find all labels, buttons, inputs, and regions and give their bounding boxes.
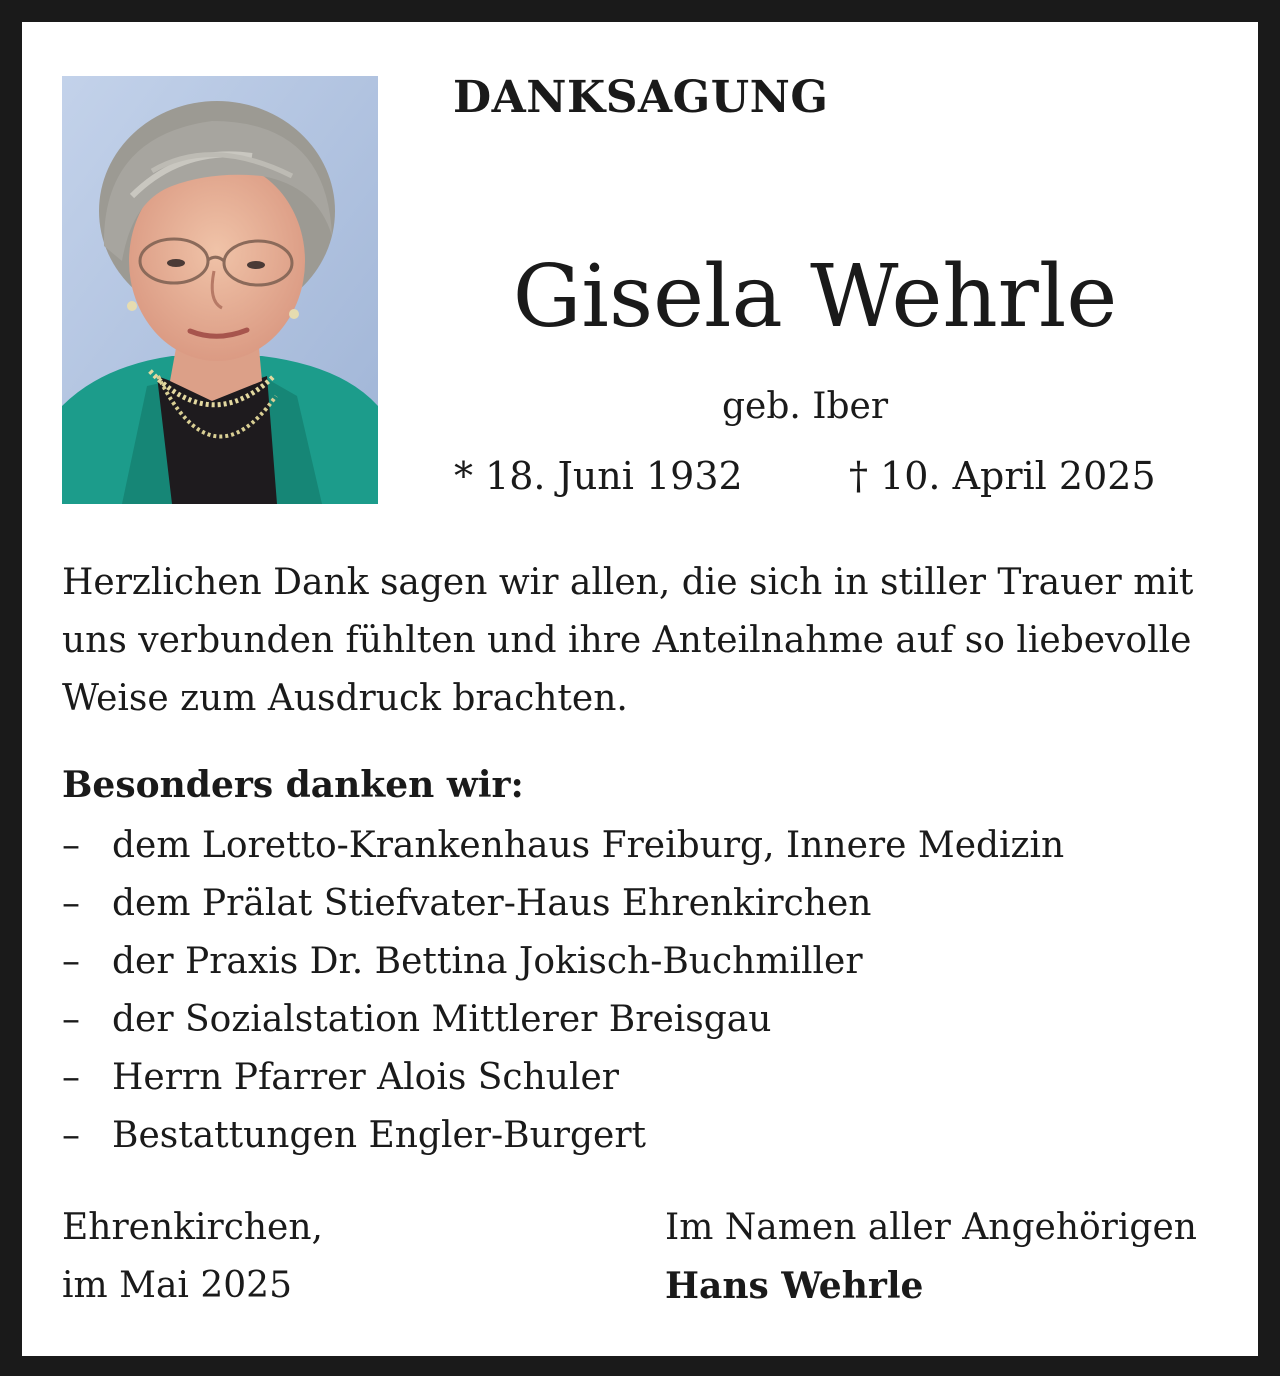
- on-behalf-line: Im Namen aller Angehörigen: [665, 1207, 1197, 1248]
- special-thanks-list: [62, 817, 1064, 1165]
- thanks-paragraph: [62, 554, 1232, 728]
- list-item: [62, 1049, 1064, 1107]
- portrait-photo: [62, 76, 378, 504]
- birth-name: geb. Iber: [721, 386, 889, 427]
- list-dash: –: [62, 999, 80, 1040]
- date: im Mai 2025: [62, 1265, 292, 1306]
- signature-block: [665, 1199, 1197, 1315]
- list-dash: –: [62, 1057, 80, 1098]
- list-dash: –: [62, 883, 80, 924]
- list-item: [62, 817, 1064, 875]
- birth-date: * 18. Juni 1932: [454, 454, 743, 498]
- list-item-text: dem Loretto-Krankenhaus Freiburg, Innere Medizin: [112, 825, 1065, 866]
- special-thanks-title: Besonders danken wir:: [62, 764, 524, 806]
- list-item-text: der Praxis Dr. Bettina Jokisch-Buchmiller: [112, 941, 863, 982]
- list-item-text: der Sozialstation Mittlerer Breisgau: [112, 999, 772, 1040]
- notice-heading: DANKSAGUNG: [453, 72, 829, 123]
- obituary-card: [22, 22, 1258, 1356]
- list-item: [62, 875, 1064, 933]
- list-dash: –: [62, 825, 80, 866]
- deceased-name: Gisela Wehrle: [512, 247, 1118, 347]
- signer-name: Hans Wehrle: [665, 1265, 924, 1307]
- list-item-text: dem Prälat Stiefvater-Haus Ehrenkirchen: [112, 883, 872, 924]
- list-item: [62, 991, 1064, 1049]
- list-item: [62, 933, 1064, 991]
- list-item-text: Bestattungen Engler-Burgert: [112, 1115, 647, 1156]
- place: Ehrenkirchen,: [62, 1207, 323, 1248]
- list-dash: –: [62, 1115, 80, 1156]
- list-item: [62, 1107, 1064, 1165]
- thanks-text: Herzlichen Dank sagen wir allen, die sich in stiller Trauer mit uns verbunden fühlten und ihre Anteilnahme auf so liebevolle Weise zum Ausdruck brachten.: [62, 562, 1194, 719]
- place-and-date: [62, 1199, 323, 1315]
- list-dash: –: [62, 941, 80, 982]
- death-date: † 10. April 2025: [849, 454, 1156, 498]
- list-item-text: Herrn Pfarrer Alois Schuler: [112, 1057, 619, 1098]
